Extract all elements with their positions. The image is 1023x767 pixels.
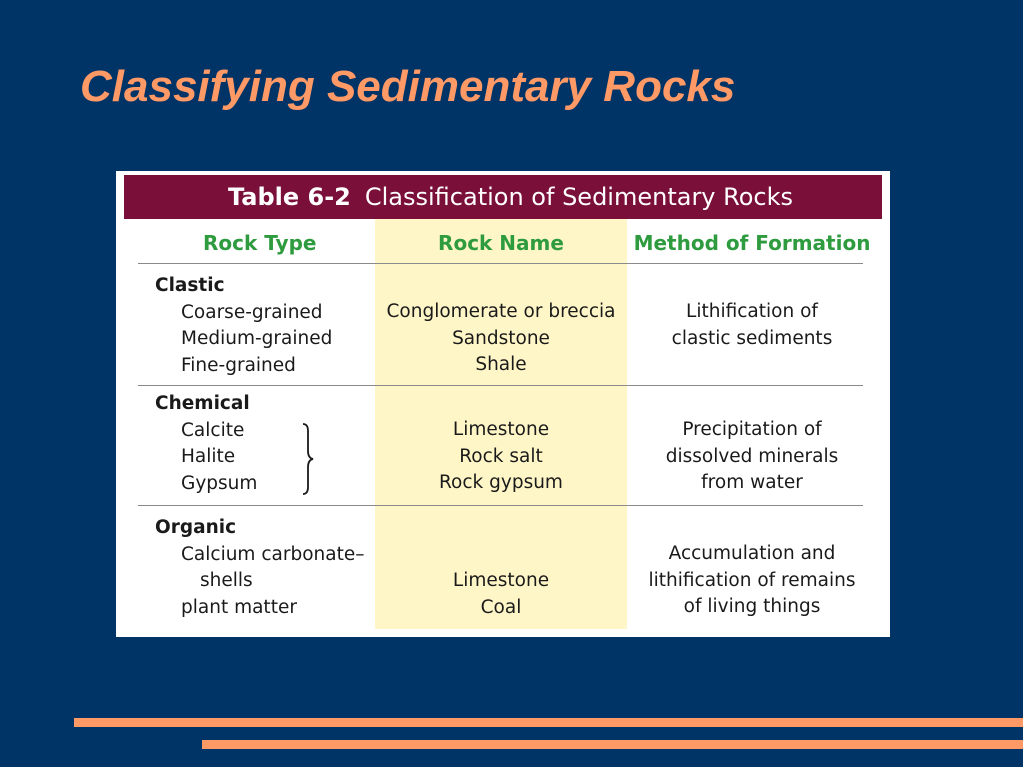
method-line: Accumulation and — [668, 543, 836, 564]
group-organic-method — [627, 541, 877, 621]
classification-table — [116, 171, 890, 637]
accent-bar-bottom — [202, 740, 1023, 749]
table-header — [124, 175, 882, 219]
group-chemical-method — [627, 417, 877, 497]
group-chemical-type — [155, 391, 257, 497]
column-header-rock-name: Rock Name — [438, 231, 564, 255]
method-line: Precipitation of — [682, 419, 822, 440]
rock-type-line: Gypsum — [181, 472, 258, 494]
group-title: Clastic — [155, 275, 225, 296]
table-number: Table 6-2 — [228, 183, 351, 211]
group-chemical-names — [375, 417, 627, 497]
rock-name-line: Shale — [475, 354, 527, 375]
rock-name-line: Limestone — [452, 419, 550, 440]
rock-type-line: Medium-grained — [181, 328, 333, 349]
rock-name-line: Rock salt — [459, 445, 543, 467]
table-caption: Classification of Sedimentary Rocks — [364, 183, 794, 211]
rock-type-line: Calcite — [181, 419, 245, 441]
curly-brace-icon — [301, 423, 315, 495]
rock-name-line: Limestone — [452, 570, 550, 591]
rock-type-line: Fine-grained — [181, 354, 296, 376]
group-title: Chemical — [155, 393, 250, 414]
rock-type-line: Calcium carbonate– — [181, 543, 365, 565]
rock-type-line: Coarse-grained — [181, 301, 323, 323]
method-line: lithification of remains — [648, 569, 856, 591]
rock-type-line: plant matter — [181, 596, 297, 618]
accent-bar-top — [74, 718, 1023, 727]
rock-type-line: shells — [200, 570, 253, 591]
column-header-method: Method of Formation — [633, 231, 871, 255]
group-divider — [138, 385, 863, 386]
rock-name-line: Coal — [480, 596, 522, 618]
method-line: of living things — [683, 596, 821, 617]
group-clastic-type — [155, 273, 332, 379]
method-line: Lithification of — [686, 301, 818, 322]
rock-name-line: Rock gypsum — [439, 472, 563, 493]
rock-name-line: Sandstone — [452, 327, 550, 349]
method-line: dissolved minerals — [665, 445, 839, 467]
group-title: Organic — [155, 517, 237, 538]
rock-type-line: Halite — [181, 446, 236, 467]
group-clastic-method — [627, 299, 877, 352]
method-line: from water — [701, 472, 803, 493]
group-organic-names — [375, 568, 627, 621]
column-header-rock-type: Rock Type — [203, 231, 317, 255]
rock-name-line: Conglomerate or breccia — [386, 301, 616, 322]
group-divider — [138, 505, 863, 506]
slide-title: Classifying Sedimentary Rocks — [80, 62, 736, 111]
method-line: clastic sediments — [671, 327, 833, 349]
header-divider — [138, 263, 863, 264]
group-organic-type — [155, 515, 364, 621]
group-clastic-names — [375, 299, 627, 379]
